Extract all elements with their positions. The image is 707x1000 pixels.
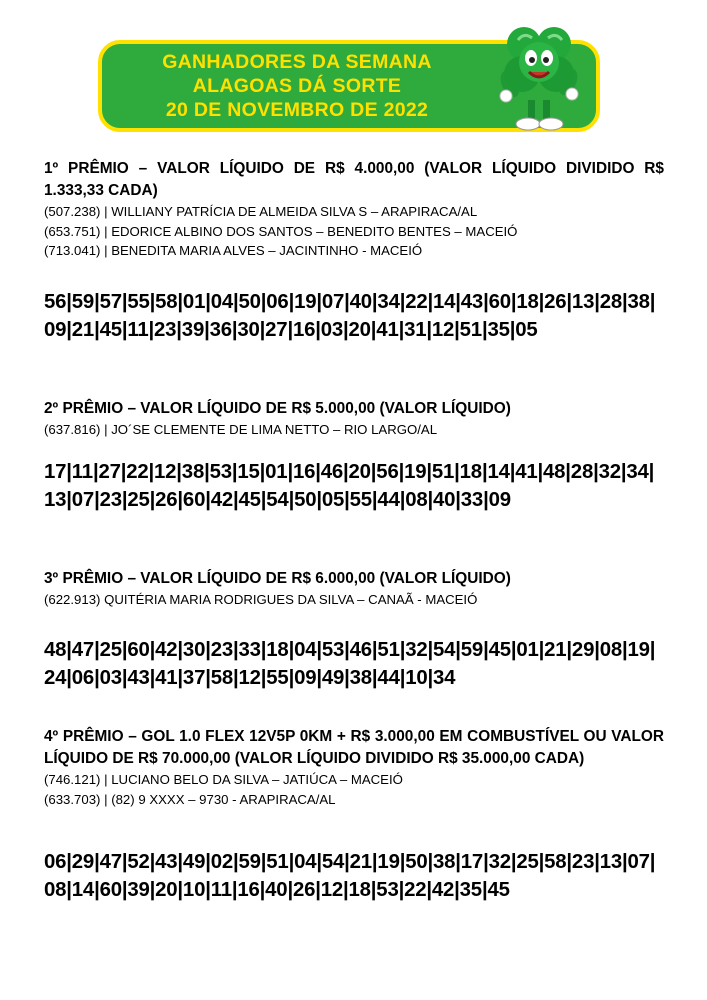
- prize-3-title: 3º PRÊMIO – VALOR LÍQUIDO DE R$ 6.000,00 (VALOR LÍQUIDO): [44, 570, 511, 587]
- prize-2: [44, 398, 664, 440]
- prize-4: [44, 726, 664, 809]
- banner-line-2: ALAGOAS DÁ SORTE: [192, 75, 402, 97]
- prize-1-numbers: 56|59|57|55|58|01|04|50|06|19|07|40|34|22|14|43|60|18|26|13|28|38|09|21|45|11|23|39|36|30|27|16|03|20|41|31|12|51|35|05: [44, 291, 656, 341]
- prize-4-winner-2: (633.703) | (82) 9 XXXX – 9730 - ARAPIRACA/AL: [44, 791, 336, 807]
- prize-4-numbers: 06|29|47|52|43|49|02|59|51|04|54|21|19|50|38|17|32|25|58|23|13|07|08|14|60|39|20|10|11|16|40|26|12|18|53|22|42|35|45: [44, 851, 656, 901]
- prize-4-winner-1: (746.121) | LUCIANO BELO DA SILVA – JATIÚCA – MACEIÓ: [44, 772, 403, 787]
- banner-title: [102, 50, 492, 122]
- prize-3-numbers: 48|47|25|60|42|30|23|33|18|04|53|46|51|32|54|59|45|01|21|29|08|19|24|06|03|43|41|37|58|12|55|09|49|38|44|10|34: [44, 639, 656, 689]
- prize-3-winner-1: (622.913) QUITÉRIA MARIA RODRIGUES DA SILVA – CANAÃ - MACEIÓ: [44, 592, 478, 607]
- prize-2-title: 2º PRÊMIO – VALOR LÍQUIDO DE R$ 5.000,00 (VALOR LÍQUIDO): [44, 400, 511, 417]
- prize-1-winner-1: (507.238) | WILLIANY PATRÍCIA DE ALMEIDA SILVA S – ARAPIRACA/AL: [44, 204, 478, 219]
- prize-3: [44, 568, 664, 610]
- banner-line-3: 20 DE NOVEMBRO DE 2022: [165, 99, 429, 121]
- prize-2-numbers: 17|11|27|22|12|38|53|15|01|16|46|20|56|19|51|18|14|41|48|28|32|34|13|07|23|25|26|60|42|45|54|50|05|55|44|08|40|33|09: [44, 461, 655, 511]
- prize-1: [44, 158, 664, 261]
- prize-1-title: 1º PRÊMIO – VALOR LÍQUIDO DE R$ 4.000,00 (VALOR LÍQUIDO DIVIDIDO R$ 1.333,33 CADA): [44, 160, 664, 199]
- banner-line-1: GANHADORES DA SEMANA: [162, 51, 432, 73]
- prize-2-winner-1: (637.816) | JO´SE CLEMENTE DE LIMA NETTO – RIO LARGO/AL: [44, 422, 438, 437]
- prize-4-title: 4º PRÊMIO – GOL 1.0 FLEX 12V5P 0KM + R$ 3.000,00 EM COMBUSTÍVEL OU VALOR LÍQUIDO DE R$ 70.000,00 (VALOR LÍQUIDO DIVIDIDO R$ 35.000,00 CADA): [44, 728, 664, 767]
- prize-1-winner-2: (653.751) | EDORICE ALBINO DOS SANTOS – BENEDITO BENTES – MACEIÓ: [44, 223, 518, 239]
- prize-1-winner-3: (713.041) | BENEDITA MARIA ALVES – JACINTINHO - MACEIÓ: [44, 243, 423, 258]
- clover-mascot-icon: [498, 22, 580, 132]
